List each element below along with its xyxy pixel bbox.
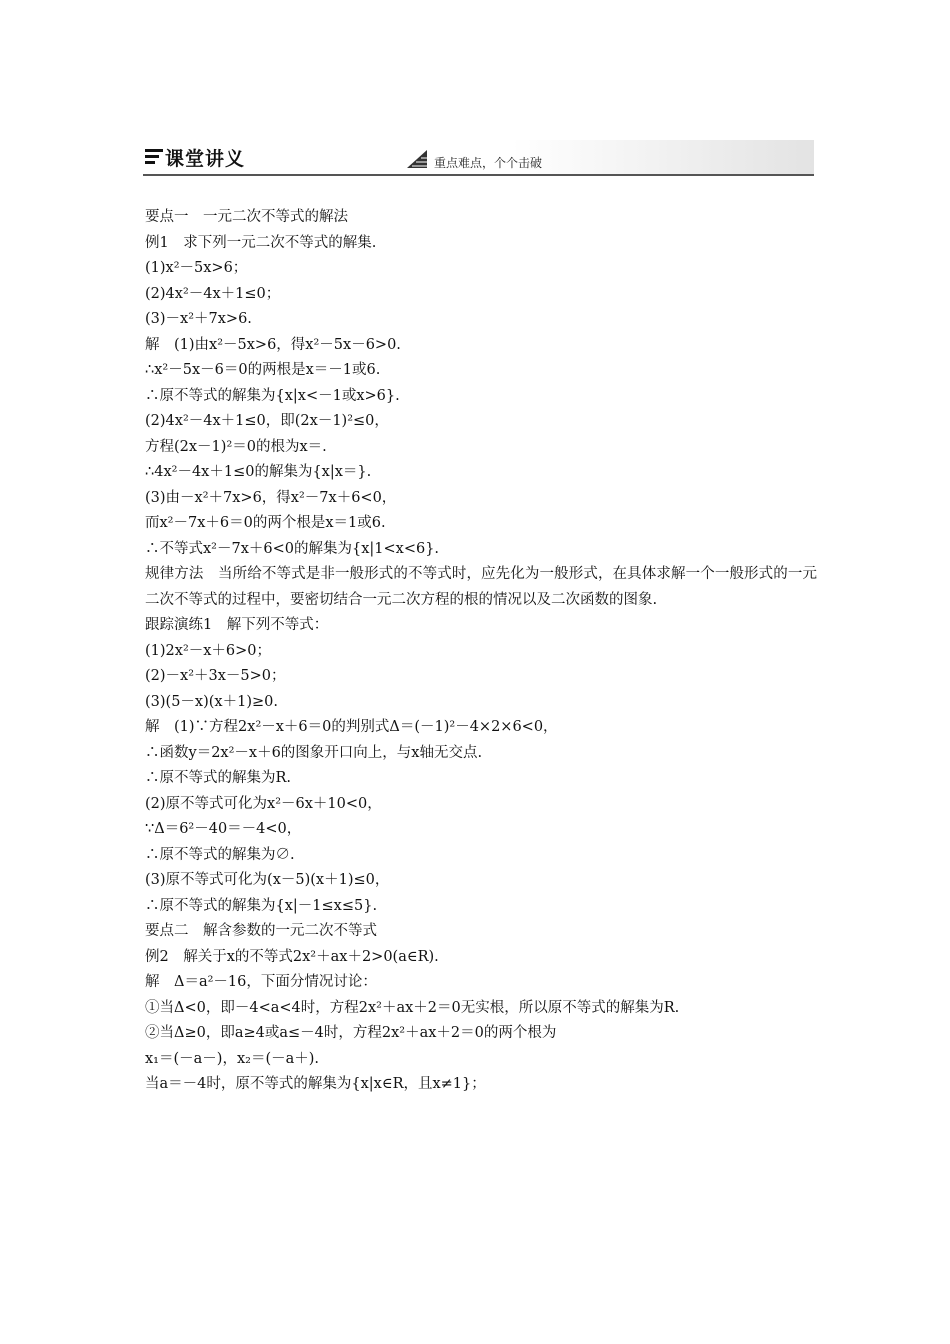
text-line: (3)原不等式可化为(x－5)(x＋1)≤0， xyxy=(145,872,390,888)
text-line: 而x²－7x＋6＝0的两个根是x＝1或6. xyxy=(145,515,386,531)
heading-key-point-1: 要点一 一元二次不等式的解法 xyxy=(145,209,348,225)
text-line: ∴原不等式的解集为{x|x<－1或x>6}. xyxy=(145,387,400,404)
text-line: (3)由－x²＋7x>6，得x²－7x＋6<0， xyxy=(145,489,397,506)
banner-triangle-icon xyxy=(407,150,427,168)
method-paragraph: 规律方法 当所给不等式是非一般形式的不等式时，应先化为一般形式，在具体求解一个一般形式的一元二次不等式的过程中，要密切结合一元二次方程的根的情况以及二次函数的图象. xyxy=(145,566,817,608)
example-1-title: 例1 求下列一元二次不等式的解集. xyxy=(145,234,377,251)
text-line: ∴不等式x²－7x＋6<0的解集为{x|1<x<6}. xyxy=(145,540,440,557)
text-line: 当a＝－4时，原不等式的解集为{x|x∈R，且x≠1}； xyxy=(145,1076,486,1092)
text-line: ∴原不等式的解集为∅. xyxy=(145,846,295,863)
text-line: (2)原不等式可化为x²－6x＋10<0， xyxy=(145,795,382,812)
solution-line: 解 Δ＝a²－16，下面分情况讨论： xyxy=(145,974,377,990)
text-line: (2)4x²－4x＋1≤0，即(2x－1)²≤0， xyxy=(145,413,389,429)
text-line: x₁＝(－a－)，x₂＝(－a＋). xyxy=(145,1050,320,1067)
section-banner xyxy=(143,140,814,176)
text-line: (1)2x²－x＋6>0； xyxy=(145,642,272,659)
banner-title: 课堂讲义 xyxy=(165,148,246,170)
practice-1-title: 跟踪演练1 解下列不等式： xyxy=(145,617,329,633)
banner-subtitle: 重点难点，个个击破 xyxy=(434,156,543,170)
text-line: (3)(5－x)(x＋1)≥0. xyxy=(145,693,278,710)
heading-key-point-2: 要点二 解含参数的一元二次不等式 xyxy=(145,923,377,939)
text-line: ∴4x²－4x＋1≤0的解集为{x|x＝}. xyxy=(145,464,372,480)
text-line: ∴函数y＝2x²－x＋6的图象开口向上，与x轴无交点. xyxy=(145,744,483,761)
text-line: (3)－x²＋7x>6. xyxy=(145,311,252,327)
example-2-title: 例2 解关于x的不等式2x²＋ax＋2>0(a∈R). xyxy=(145,948,439,965)
solution-line: 解 (1)∵方程2x²－x＋6＝0的判别式Δ＝(－1)²－4×2×6<0， xyxy=(145,719,558,735)
case-1-line: ①当Δ<0，即－4<a<4时，方程2x²＋ax＋2＝0无实根，所以原不等式的解集为R. xyxy=(145,999,680,1016)
case-2-line: ②当Δ≥0，即a≥4或a≤－4时，方程2x²＋ax＋2＝0的两个根为 xyxy=(145,1025,557,1041)
text-line: ∴原不等式的解集为{x|－1≤x≤5}. xyxy=(145,897,378,914)
document-body xyxy=(145,205,817,1098)
text-line: ∴原不等式的解集为R. xyxy=(145,770,292,786)
text-line: ∵Δ＝6²－40＝－4<0， xyxy=(145,821,302,837)
banner-stripes-icon xyxy=(145,149,163,165)
text-line: (2)－x²＋3x－5>0； xyxy=(145,668,286,684)
text-line: (2)4x²－4x＋1≤0； xyxy=(145,285,281,302)
text-line: (1)x²－5x>6； xyxy=(145,260,248,276)
text-line: ∴x²－5x－6＝0的两根是x＝－1或6. xyxy=(145,362,381,378)
text-line: 方程(2x－1)²＝0的根为x＝. xyxy=(145,438,327,455)
solution-line: 解 (1)由x²－5x>6，得x²－5x－6>0. xyxy=(145,336,401,353)
